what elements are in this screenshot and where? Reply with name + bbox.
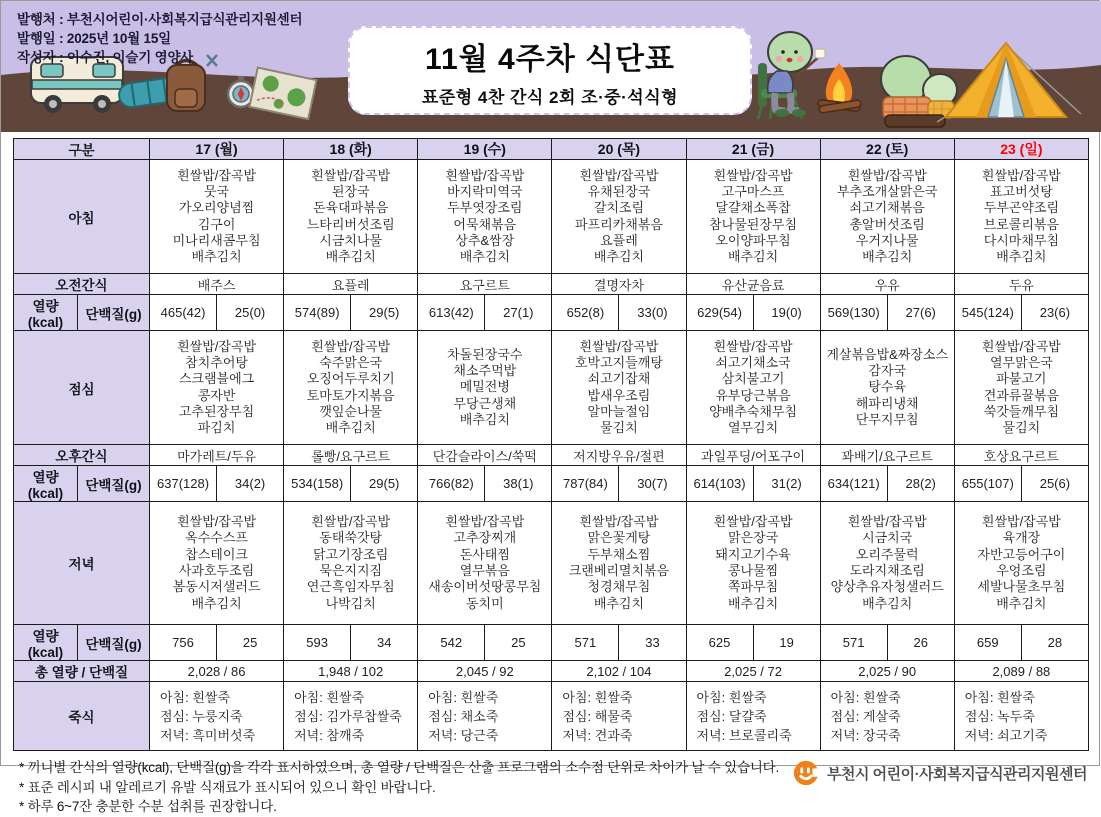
dinner-cell (418, 502, 552, 625)
menu-item: 브로콜리볶음 (983, 216, 1060, 232)
menu-item: 배추김치 (325, 420, 376, 436)
menu-item: 파김치 (197, 420, 236, 436)
menu-item: 찹스테이크 (185, 546, 248, 562)
publisher-line: 발행처 : 부천시어린이·사회복지급식관리지원센터 (17, 12, 303, 27)
menu-item: 배추김치 (727, 595, 779, 611)
menu-item: 시금치국 (862, 530, 913, 546)
menu-item: 배추김치 (191, 249, 242, 265)
protein-value: 33 (619, 625, 686, 661)
header-banner (1, 1, 1101, 132)
menu-item: 삼치불고기 (721, 371, 785, 387)
menu-item: 아침: 흰쌀죽 (562, 689, 633, 705)
menu-item: 동태쑥갓탕 (319, 530, 383, 546)
protein-value: 30(7) (619, 466, 686, 502)
menu-item: 흰쌀밥/잡곡밥 (177, 514, 257, 530)
dinner-cell (820, 502, 954, 625)
menu-item: 유채된장국 (587, 183, 651, 199)
total-cell: 2,045 / 92 (418, 661, 552, 682)
menu-item: 묵은지지짐 (319, 563, 383, 578)
menu-item: 쇠고기채볶음 (849, 200, 925, 216)
protein-value: 23(6) (1021, 295, 1088, 331)
menu-item: 사과호두조림 (178, 563, 255, 578)
title-box (348, 26, 752, 115)
row-label-am_snack: 오전간식 (14, 274, 150, 295)
lunch-cell (552, 331, 686, 445)
protein-value: 27(6) (887, 295, 954, 331)
table-header-row (14, 139, 1089, 160)
menu-item: 깻잎순나물 (319, 403, 383, 419)
menu-item: 배추김치 (862, 249, 913, 265)
menu-item: 흰쌀밥/잡곡밥 (177, 167, 257, 183)
menu-item: 청경채무침 (587, 579, 651, 595)
dinner-cell (284, 502, 418, 625)
dinner-cell (954, 502, 1088, 625)
breakfast-cell (284, 160, 418, 274)
menu-item: 쪽파무침 (727, 579, 779, 595)
menu-item: 메밀전병 (459, 379, 510, 395)
menu-item: 물김치 (1002, 420, 1041, 436)
protein-label: 단백질(g) (78, 625, 150, 661)
total-cell: 2,025 / 72 (686, 661, 820, 682)
kcal-value: 655(107) (954, 466, 1021, 502)
porridge-cell (552, 682, 686, 751)
pm_snack-cell: 저지방우유/절편 (552, 445, 686, 466)
dinner-cell (150, 502, 284, 625)
menu-item: 참나물된장무침 (709, 216, 798, 232)
pm_snack-cell: 꽈배기/요구르트 (820, 445, 954, 466)
menu-item: 견과류꿀볶음 (983, 387, 1060, 403)
am_snack-cell: 우유 (820, 274, 954, 295)
menu-item: 뭇국 (204, 183, 230, 199)
breakfast-cell (686, 160, 820, 274)
menu-item: 저녁: 쇠고기죽 (964, 727, 1048, 743)
kcal3-row (14, 625, 1089, 661)
pm_snack-cell: 호상요구르트 (954, 445, 1088, 466)
am_snack-cell: 배주스 (150, 274, 284, 295)
publication-info (17, 10, 302, 67)
menu-item: 배추김치 (593, 249, 645, 265)
lunch-cell (686, 331, 820, 445)
lunch-row (14, 331, 1089, 445)
kcal-value: 571 (552, 625, 619, 661)
menu-item: 호박고지들깨탕 (574, 354, 663, 370)
publish-date-line: 발행일 : 2025년 10월 15일 (17, 31, 172, 46)
footer-note-1: * 끼니별 간식의 열량(kcal), 단백질(g)을 각각 표시하였으며, 총 열량 / 단백질은 산출 프로그램의 소수점 단위로 차이가 날 수 있습니다. (19, 760, 780, 775)
menu-item: 밥새우조림 (587, 387, 651, 403)
menu-item: 나박김치 (325, 595, 376, 611)
menu-item: 오징어두루치기 (306, 371, 395, 387)
day-header: 17 (월) (150, 139, 284, 160)
center-logo-text: 부천시 어린이·사회복지급식관리지원센터 (827, 765, 1087, 783)
kcal-value: 659 (954, 625, 1021, 661)
am_snack-cell: 요구르트 (418, 274, 552, 295)
menu-item: 쑥갓들깨무침 (983, 403, 1060, 419)
protein-label: 단백질(g) (78, 295, 150, 331)
menu-item: 무당근생채 (453, 395, 517, 411)
breakfast-cell (418, 160, 552, 274)
protein-value: 27(1) (485, 295, 552, 331)
menu-item: 고구마스프 (721, 183, 785, 199)
protein-value: 34 (351, 625, 418, 661)
menu-item: 저녁: 흑미버섯죽 (160, 727, 256, 743)
center-logo-icon (792, 759, 820, 787)
kcal-value: 614(103) (686, 466, 753, 502)
menu-item: 양상추유자청샐러드 (830, 579, 944, 595)
footer (1, 751, 1101, 817)
menu-item: 맑은꽃게탕 (587, 530, 651, 546)
kcal-value: 569(130) (820, 295, 887, 331)
menu-item: 돼지고기수육 (715, 546, 791, 562)
menu-item: 점심: 게살죽 (830, 708, 901, 724)
menu-item: 저녁: 장국죽 (830, 727, 901, 743)
menu-item: 두부곤약조림 (983, 200, 1060, 216)
menu-item: 차돌된장국수 (447, 346, 523, 362)
total-cell: 2,028 / 86 (150, 661, 284, 682)
menu-item: 우엉조림 (996, 563, 1047, 578)
protein-value: 34(2) (217, 466, 284, 502)
am_snack-cell: 유산균음료 (686, 274, 820, 295)
menu-item: 알마늘절임 (587, 403, 651, 419)
menu-item: 쇠고기채소국 (715, 354, 791, 370)
menu-item: 표고버섯탕 (989, 183, 1053, 199)
menu-item: 총알버섯조림 (849, 216, 925, 232)
protein-value: 19(0) (753, 295, 820, 331)
kcal-value: 574(89) (284, 295, 351, 331)
lunch-cell (954, 331, 1088, 445)
menu-item: 미나리새콤무침 (172, 232, 261, 248)
menu-item: 흰쌀밥/잡곡밥 (713, 338, 793, 354)
am_snack-cell: 요플레 (284, 274, 418, 295)
menu-item: 봄동시저샐러드 (172, 579, 261, 595)
menu-item: 흰쌀밥/잡곡밥 (713, 167, 793, 183)
menu-item: 흰쌀밥/잡곡밥 (713, 514, 793, 530)
menu-item: 저녁: 견과죽 (562, 727, 633, 743)
total-cell: 2,025 / 90 (820, 661, 954, 682)
menu-item: 아침: 흰쌀죽 (160, 689, 231, 705)
kcal-value: 756 (150, 625, 217, 661)
menu-item: 연근흑임자무침 (306, 579, 395, 595)
protein-value: 28(2) (887, 466, 954, 502)
menu-item: 돈육대파볶음 (313, 200, 389, 216)
kcal-value: 652(8) (552, 295, 619, 331)
menu-item: 콩자반 (197, 387, 236, 403)
kcal-label: 열량(kcal) (14, 466, 78, 502)
menu-item: 흰쌀밥/잡곡밥 (847, 514, 927, 530)
menu-item: 파프리카채볶음 (574, 216, 663, 232)
menu-item: 흰쌀밥/잡곡밥 (579, 338, 659, 354)
protein-value: 25 (217, 625, 284, 661)
menu-item: 점심: 녹두죽 (964, 708, 1035, 724)
menu-item: 두부엿장조림 (447, 200, 523, 216)
menu-item: 단무지무침 (855, 411, 919, 427)
breakfast-cell (150, 160, 284, 274)
pm_snack-cell: 롤빵/요구르트 (284, 445, 418, 466)
menu-item: 흰쌀밥/잡곡밥 (847, 167, 927, 183)
breakfast-cell (552, 160, 686, 274)
protein-value: 29(5) (351, 466, 418, 502)
menu-item: 가오리양념찜 (178, 200, 255, 216)
menu-item: 아침: 흰쌀죽 (830, 689, 901, 705)
menu-item: 배추김치 (191, 595, 242, 611)
author-line: 작성자 : 이수진, 이슬기 영양사 (17, 50, 194, 65)
corner-label: 구분 (14, 139, 150, 160)
porridge-cell (150, 682, 284, 751)
day-header: 22 (토) (820, 139, 954, 160)
menu-item: 배추김치 (459, 411, 510, 427)
menu-item: 물김치 (600, 420, 638, 436)
kcal-value: 545(124) (954, 295, 1021, 331)
footer-note-3: * 하루 6~7잔 충분한 수분 섭취를 권장합니다. (19, 799, 277, 814)
protein-value: 31(2) (753, 466, 820, 502)
total-row (14, 661, 1089, 682)
breakfast-cell (820, 160, 954, 274)
protein-value: 26 (887, 625, 954, 661)
lunch-cell (820, 331, 954, 445)
protein-value: 25 (485, 625, 552, 661)
menu-table (13, 138, 1089, 751)
menu-item: 느타리버섯조림 (306, 216, 395, 232)
menu-item: 고추장찌개 (453, 530, 517, 546)
menu-item: 흰쌀밥/잡곡밥 (445, 514, 525, 530)
menu-item: 닭고기장조림 (313, 546, 389, 562)
dinner-cell (686, 502, 820, 625)
menu-item: 돈사태찜 (459, 546, 510, 562)
menu-item: 흰쌀밥/잡곡밥 (445, 167, 525, 183)
kcal-value: 571 (820, 625, 887, 661)
day-header: 18 (화) (284, 139, 418, 160)
am_snack-cell: 두유 (954, 274, 1088, 295)
day-header: 23 (일) (954, 139, 1088, 160)
menu-item: 시금치나물 (319, 232, 383, 248)
kcal-value: 625 (686, 625, 753, 661)
menu-item: 흰쌀밥/잡곡밥 (311, 514, 391, 530)
dinner-row (14, 502, 1089, 625)
menu-item: 토마토가지볶음 (306, 387, 395, 403)
menu-item: 부추조개살맑은국 (836, 183, 938, 199)
menu-item: 고추된장무침 (178, 403, 255, 419)
menu-item: 파불고기 (996, 371, 1047, 387)
menu-item: 쇠고기잡채 (587, 371, 651, 387)
porridge-cell (418, 682, 552, 751)
menu-item: 흰쌀밥/잡곡밥 (579, 167, 659, 183)
row-label-dinner: 저녁 (14, 502, 150, 625)
menu-item: 흰쌀밥/잡곡밥 (579, 514, 659, 530)
porridge-cell (284, 682, 418, 751)
menu-item: 다시마채무침 (983, 232, 1060, 248)
menu-item: 열무김치 (727, 420, 779, 436)
kcal-value: 634(121) (820, 466, 887, 502)
am_snack-row (14, 274, 1089, 295)
protein-value: 25(0) (217, 295, 284, 331)
center-logo (792, 759, 1087, 787)
porridge-cell (686, 682, 820, 751)
menu-item: 콩나물찜 (727, 563, 779, 578)
menu-item: 양배추숙채무침 (709, 403, 798, 419)
menu-item: 오리주물럭 (855, 546, 919, 562)
menu-item: 탕수육 (868, 379, 907, 395)
protein-value: 25(6) (1021, 466, 1088, 502)
menu-item: 흰쌀밥/잡곡밥 (311, 338, 391, 354)
menu-item: 요플레 (600, 232, 638, 248)
menu-item: 어묵채볶음 (453, 216, 517, 232)
menu-item: 점심: 누룽지죽 (160, 708, 243, 724)
menu-item: 달걀채소폭찹 (715, 200, 791, 216)
menu-item: 맑은장국 (727, 530, 779, 546)
row-label-total: 총 열량 / 단백질 (14, 661, 150, 682)
menu-item: 배추김치 (862, 595, 913, 611)
protein-label: 단백질(g) (78, 466, 150, 502)
day-header: 19 (수) (418, 139, 552, 160)
menu-item: 흰쌀밥/잡곡밥 (981, 338, 1061, 354)
protein-value: 29(5) (351, 295, 418, 331)
total-cell: 2,102 / 104 (552, 661, 686, 682)
lunch-cell (418, 331, 552, 445)
day-header: 20 (목) (552, 139, 686, 160)
menu-item: 육개장 (1002, 530, 1041, 546)
menu-item: 점심: 달걀죽 (696, 708, 767, 724)
pm_snack-cell: 과일푸딩/어포구이 (686, 445, 820, 466)
menu-item: 우거지나물 (855, 232, 919, 248)
kcal-value: 613(42) (418, 295, 485, 331)
breakfast-cell (954, 160, 1088, 274)
total-cell: 2,089 / 88 (954, 661, 1088, 682)
menu-item: 흰쌀밥/잡곡밥 (177, 338, 257, 354)
menu-item: 배추김치 (727, 249, 779, 265)
menu-item: 배추김치 (996, 249, 1047, 265)
lunch-cell (150, 331, 284, 445)
kcal-value: 787(84) (552, 466, 619, 502)
footer-note-2: * 표준 레시피 내 알레르기 유발 식재료가 표시되어 있으니 확인 바랍니다. (19, 779, 436, 795)
menu-item: 아침: 흰쌀죽 (428, 689, 499, 705)
row-label-breakfast: 아침 (14, 160, 150, 274)
menu-item: 채소주먹밥 (453, 363, 517, 379)
menu-item: 점심: 채소죽 (428, 708, 499, 724)
row-label-pm_snack: 오후간식 (14, 445, 150, 466)
menu-item: 아침: 흰쌀죽 (964, 689, 1035, 705)
total-cell: 1,948 / 102 (284, 661, 418, 682)
kcal-label: 열량(kcal) (14, 295, 78, 331)
menu-item: 배추김치 (593, 595, 645, 611)
menu-item: 세발나물초무침 (977, 579, 1066, 595)
breakfast-row (14, 160, 1089, 274)
menu-item: 유부당근볶음 (715, 387, 791, 403)
menu-item: 스크램블에그 (178, 371, 255, 387)
menu-item: 참치추어탕 (185, 354, 248, 370)
menu-item: 저녁: 참깨죽 (294, 727, 365, 743)
pm_snack-cell: 단감슬라이스/쑥떡 (418, 445, 552, 466)
menu-item: 옥수수스프 (185, 530, 248, 546)
menu-item: 열무볶음 (459, 563, 510, 578)
menu-item: 흰쌀밥/잡곡밥 (311, 167, 391, 183)
menu-item: 된장국 (331, 183, 370, 199)
menu-item: 오이양파무침 (715, 232, 791, 248)
pm_snack-row (14, 445, 1089, 466)
lunch-cell (284, 331, 418, 445)
kcal-value: 593 (284, 625, 351, 661)
menu-item: 크랜베리멸치볶음 (568, 563, 670, 578)
page-subtitle: 표준형 4찬 간식 2회 조·중·석식형 (421, 87, 679, 107)
protein-value: 28 (1021, 625, 1088, 661)
menu-item: 흰쌀밥/잡곡밥 (981, 167, 1061, 183)
kcal2-row (14, 466, 1089, 502)
menu-item: 흰쌀밥/잡곡밥 (981, 514, 1061, 530)
menu-item: 열무맑은국 (989, 354, 1053, 370)
kcal-value: 534(158) (284, 466, 351, 502)
menu-item: 바지락미역국 (447, 183, 523, 199)
menu-item: 해파리냉채 (855, 395, 919, 411)
protein-value: 38(1) (485, 466, 552, 502)
menu-item: 감자국 (868, 363, 907, 379)
menu-item: 아침: 흰쌀죽 (696, 689, 767, 705)
protein-value: 19 (753, 625, 820, 661)
kcal1-row (14, 295, 1089, 331)
protein-value: 33(0) (619, 295, 686, 331)
am_snack-cell: 결명자차 (552, 274, 686, 295)
dinner-cell (552, 502, 686, 625)
pm_snack-cell: 마가레트/두유 (150, 445, 284, 466)
menu-item: 저녁: 당근죽 (428, 727, 499, 743)
page-title: 11월 4주차 식단표 (425, 42, 675, 76)
menu-item: 배추김치 (325, 249, 376, 265)
kcal-value: 766(82) (418, 466, 485, 502)
row-label-lunch: 점심 (14, 331, 150, 445)
menu-item: 배추김치 (996, 595, 1047, 611)
menu-item: 점심: 김가루찹쌀죽 (294, 708, 402, 724)
menu-item: 배추김치 (459, 249, 510, 265)
menu-item: 두부채소찜 (587, 546, 651, 562)
porridge-cell (820, 682, 954, 751)
backpack-icon (167, 61, 205, 112)
menu-item: 동치미 (465, 595, 504, 611)
kcal-value: 637(128) (150, 466, 217, 502)
menu-item: 아침: 흰쌀죽 (294, 689, 365, 705)
kcal-value: 629(54) (686, 295, 753, 331)
menu-item: 갈치조림 (593, 200, 645, 216)
menu-item: 자반고등어구이 (977, 546, 1066, 562)
menu-item: 김구이 (197, 216, 236, 232)
day-header: 21 (금) (686, 139, 820, 160)
menu-item: 상추&쌈장 (455, 232, 515, 248)
menu-item: 새송이버섯땅콩무침 (428, 579, 542, 595)
kcal-label: 열량(kcal) (14, 625, 78, 661)
row-label-porridge: 죽식 (14, 682, 150, 751)
porridge-cell (954, 682, 1088, 751)
menu-item: 도라지채조림 (849, 563, 925, 578)
menu-item: 점심: 해물죽 (562, 708, 633, 724)
kcal-value: 465(42) (150, 295, 217, 331)
porridge-row (14, 682, 1089, 751)
menu-item: 저녁: 브로콜리죽 (696, 727, 792, 743)
kcal-value: 542 (418, 625, 485, 661)
menu-item: 숙주맑은국 (319, 354, 383, 370)
menu-item: 게살볶음밥&짜장소스 (826, 346, 949, 362)
